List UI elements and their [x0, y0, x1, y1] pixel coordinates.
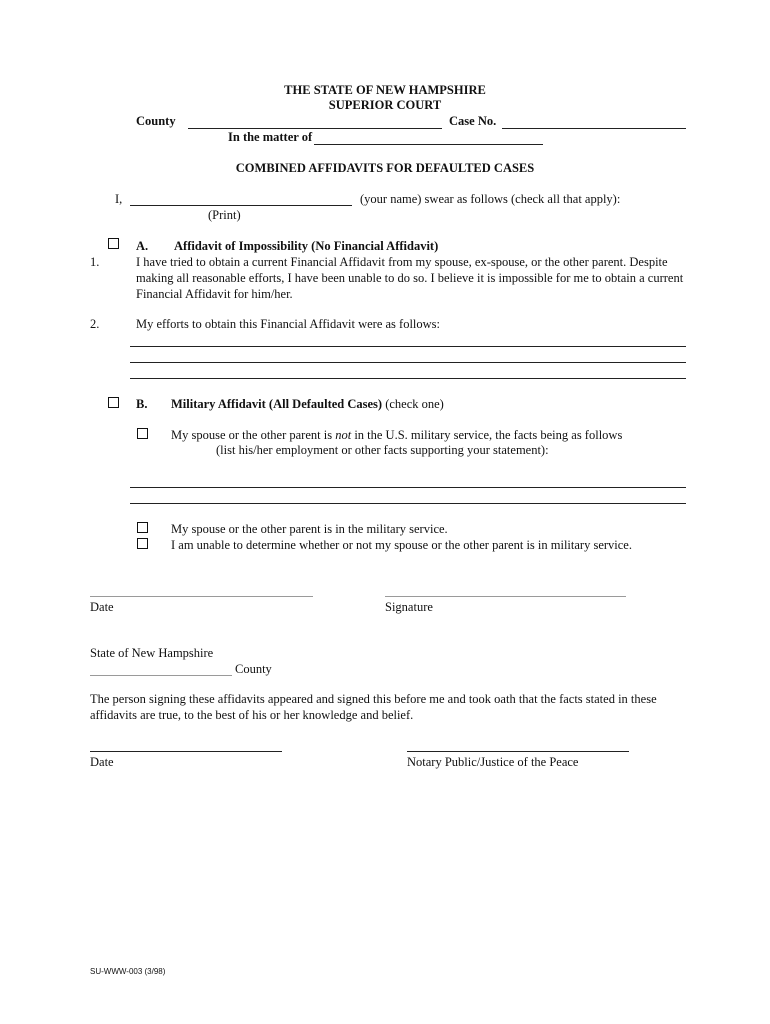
- item-1-line-3: Financial Affidavit for him/her.: [136, 287, 293, 301]
- item-2-number: 2.: [90, 317, 100, 331]
- signature-label: Signature: [385, 600, 433, 614]
- signature-line[interactable]: [385, 596, 626, 597]
- form-code: SU-WWW-003 (3/98): [90, 967, 166, 976]
- not-military-prefix: My spouse or the other parent is: [171, 428, 336, 442]
- matter-label: In the matter of: [228, 130, 313, 144]
- section-a-checkbox[interactable]: [108, 238, 119, 249]
- in-military-checkbox[interactable]: [137, 522, 148, 533]
- county-label: County: [136, 114, 176, 128]
- print-label: (Print): [208, 208, 241, 222]
- notary-county-field[interactable]: [90, 675, 232, 676]
- case-no-field[interactable]: [502, 128, 686, 129]
- item-1-text: [136, 254, 686, 302]
- section-a-heading: Affidavit of Impossibility (No Financial Affidavit): [174, 239, 439, 253]
- facts-line-1[interactable]: [130, 487, 686, 488]
- item-2-text: My efforts to obtain this Financial Affidavit were as follows:: [136, 317, 441, 331]
- court-heading: SUPERIOR COURT: [328, 98, 442, 112]
- not-military-emphasis: not: [335, 428, 352, 442]
- item-1-number: 1.: [90, 255, 100, 269]
- not-military-checkbox[interactable]: [137, 428, 148, 439]
- matter-field[interactable]: [314, 144, 543, 145]
- form-title: COMBINED AFFIDAVITS FOR DEFAULTED CASES: [235, 161, 535, 175]
- notary-statement-line-1: The person signing these affidavits appeared and signed this before me and took oath that the facts stated in these: [90, 692, 657, 706]
- in-military-text: My spouse or the other parent is in the military service.: [171, 522, 448, 536]
- notary-state-label: State of New Hampshire: [90, 646, 214, 660]
- unable-determine-checkbox[interactable]: [137, 538, 148, 549]
- notary-statement: [90, 691, 686, 723]
- date-label: Date: [90, 600, 114, 614]
- facts-line-2[interactable]: [130, 503, 686, 504]
- notary-signature-line[interactable]: [407, 751, 629, 752]
- notary-statement-line-2: affidavits are true, to the best of his or her knowledge and belief.: [90, 708, 414, 722]
- section-b-heading: Military Affidavit (All Defaulted Cases): [171, 397, 383, 411]
- efforts-line-3[interactable]: [130, 378, 686, 379]
- not-military-text-line-2: (list his/her employment or other facts supporting your statement):: [216, 443, 549, 457]
- efforts-line-2[interactable]: [130, 362, 686, 363]
- notary-date-label: Date: [90, 755, 114, 769]
- state-heading: THE STATE OF NEW HAMPSHIRE: [284, 83, 486, 97]
- section-b-heading-row: [171, 398, 444, 411]
- notary-date-line[interactable]: [90, 751, 282, 752]
- notary-title-label: Notary Public/Justice of the Peace: [407, 755, 579, 769]
- notary-county-label: County: [235, 662, 272, 676]
- date-signature-line[interactable]: [90, 596, 313, 597]
- i-label: I,: [115, 192, 123, 206]
- item-1-line-2: making all reasonable efforts, I have been unable to do so. I believe it is impossible for me to obtain a current: [136, 271, 684, 285]
- name-field[interactable]: [130, 205, 352, 206]
- efforts-line-1[interactable]: [130, 346, 686, 347]
- swear-text: (your name) swear as follows (check all that apply):: [360, 192, 621, 206]
- item-1-line-1: I have tried to obtain a current Financial Affidavit from my spouse, ex-spouse, or the other parent. Despite: [136, 255, 668, 269]
- case-no-label: Case No.: [449, 114, 497, 128]
- unable-determine-text: I am unable to determine whether or not my spouse or the other parent is in military service.: [171, 538, 632, 552]
- section-b-letter: B.: [136, 397, 148, 411]
- not-military-text: [171, 429, 622, 442]
- section-a-letter: A.: [136, 239, 149, 253]
- county-field[interactable]: [188, 128, 442, 129]
- section-b-checkbox[interactable]: [108, 397, 119, 408]
- check-one-note: (check one): [385, 397, 444, 411]
- not-military-suffix: in the U.S. military service, the facts being as follows: [351, 428, 623, 442]
